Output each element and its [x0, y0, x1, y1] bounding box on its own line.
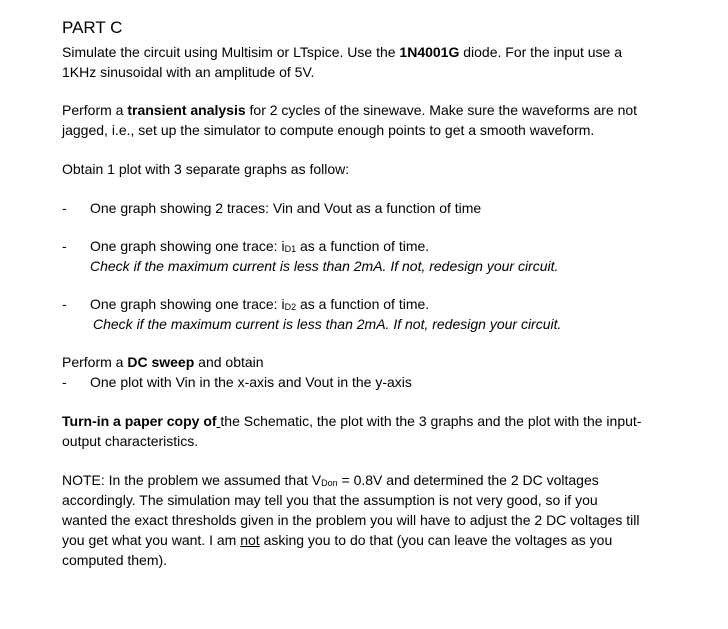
bullet-dash: -: [62, 200, 67, 216]
note-not-underlined: not: [240, 532, 260, 548]
transient-analysis-term: transient analysis: [127, 102, 246, 118]
bullet-dash: -: [62, 374, 67, 390]
intro-paragraph: [62, 42, 692, 82]
bullet-2-text-a: One graph showing one trace: i: [90, 238, 285, 254]
transient-paragraph: [62, 100, 692, 140]
bullet-dash: -: [62, 238, 67, 254]
dc-sweep-term: DC sweep: [127, 354, 195, 370]
turn-in-paragraph: [62, 411, 692, 451]
note-paragraph: [62, 470, 692, 570]
dc-text-1: Perform a: [62, 354, 128, 370]
transient-text-1: Perform a: [62, 102, 128, 118]
bullet-item-2: [62, 236, 692, 276]
bullet-dash: -: [62, 296, 67, 312]
note-text-4a: you get what you want. I am: [62, 532, 241, 548]
transient-text-3: jagged, i.e., set up the simulator to compute enough points to get a smooth waveform.: [62, 122, 595, 138]
turn-in-bold: Turn-in a paper copy of: [62, 413, 217, 429]
bullet-2-text-b: as a function of time.: [296, 238, 430, 254]
intro-text-3: 1KHz sinusoidal with an amplitude of 5V.: [62, 64, 315, 80]
bullet-item-dc: [62, 372, 692, 392]
note-subscript: Don: [321, 478, 338, 488]
obtain-paragraph: Obtain 1 plot with 3 separate graphs as follow:: [62, 161, 350, 177]
bullet-3-text-b: as a function of time.: [296, 296, 430, 312]
bullet-2-check: Check if the maximum current is less than 2mA. If not, redesign your circuit.: [90, 258, 559, 274]
diode-model: 1N4001G: [399, 44, 460, 60]
bullet-item-1: [62, 198, 692, 218]
note-text-3: wanted the exact thresholds given in the problem you will have to adjust the 2 DC voltages till: [62, 512, 640, 528]
note-text-5: computed them).: [62, 552, 168, 568]
turn-in-text-1: the Schematic, the plot with the 3 graphs and the plot with the input-: [220, 413, 642, 429]
note-text-1b: = 0.8V and determined the 2 DC voltages: [337, 472, 599, 488]
bullet-3-check: Check if the maximum current is less than 2mA. If not, redesign your circuit.: [93, 316, 562, 332]
note-text-1a: NOTE: In the problem we assumed that V: [62, 472, 322, 488]
document-page: [62, 17, 692, 570]
dc-text-2: and obtain: [194, 354, 264, 370]
note-text-4b: asking you to do that (you can leave the voltages as you: [259, 532, 613, 548]
bullet-3-subscript: D2: [284, 302, 297, 312]
bullet-2-subscript: D1: [284, 244, 297, 254]
bullet-3-text-a: One graph showing one trace: i: [90, 296, 285, 312]
intro-text-2: diode. For the input use a: [459, 44, 623, 60]
intro-text-1: Simulate the circuit using Multisim or LTspice. Use the: [62, 44, 400, 60]
dc-bullet-text: One plot with Vin in the x-axis and Vout in the y-axis: [90, 374, 412, 390]
turn-in-text-2: output characteristics.: [62, 433, 199, 449]
bullet-1-text: One graph showing 2 traces: Vin and Vout as a function of time: [90, 200, 482, 216]
part-title: PART C: [62, 18, 123, 37]
dc-sweep-paragraph: [62, 352, 692, 372]
bullet-item-3: [62, 294, 692, 334]
note-text-2: accordingly. The simulation may tell you that the assumption is not very good, so if you: [62, 492, 598, 508]
transient-text-2: for 2 cycles of the sinewave. Make sure the waveforms are not: [245, 102, 638, 118]
